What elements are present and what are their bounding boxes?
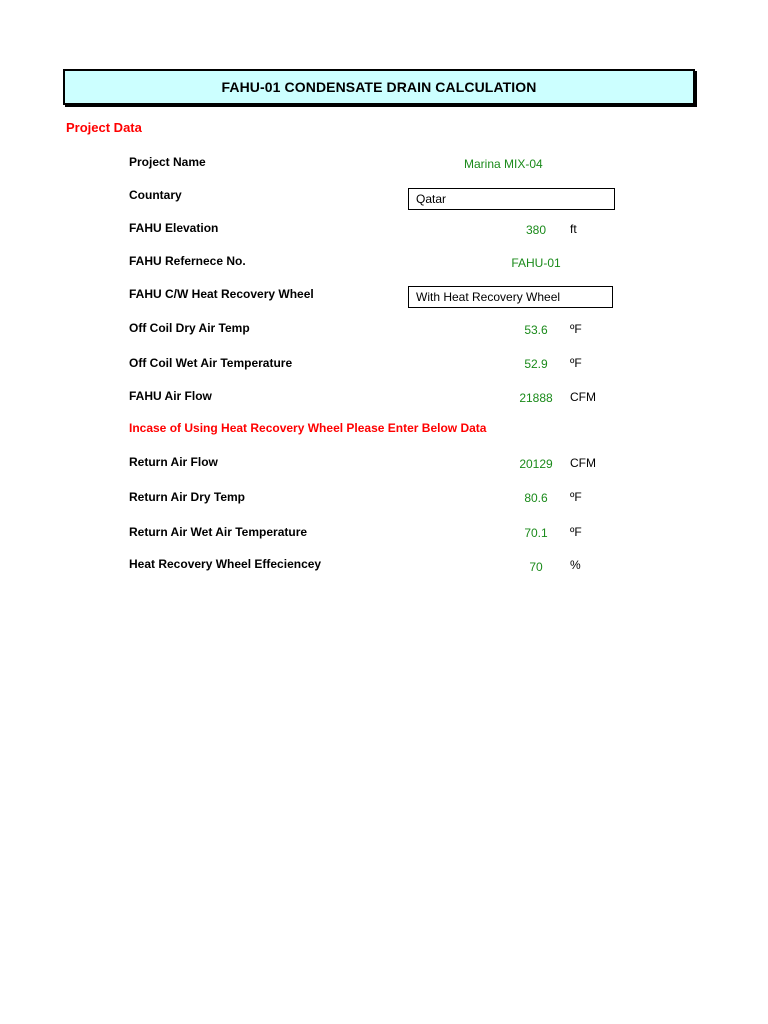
return-air-dry-label: Return Air Dry Temp [129,490,246,504]
return-air-dry-unit: ºF [570,490,582,504]
off-coil-dry-unit: ºF [570,322,582,336]
wheel-efficiency-unit: % [570,558,581,572]
air-flow-label: FAHU Air Flow [129,389,212,403]
return-air-flow-unit: CFM [570,456,596,470]
project-name-value[interactable]: Marina MIX-04 [464,157,543,171]
air-flow-value[interactable]: 21888 [519,391,553,405]
elevation-value[interactable]: 380 [525,223,547,237]
country-field[interactable]: Qatar [408,188,615,210]
return-air-flow-value[interactable]: 20129 [519,457,553,471]
page-title: FAHU-01 CONDENSATE DRAIN CALCULATION [63,69,695,105]
reference-no-value[interactable]: FAHU-01 [511,256,561,270]
wheel-efficiency-label: Heat Recovery Wheel Effeciencey [129,557,322,571]
return-air-wet-label: Return Air Wet Air Temperature [129,525,308,539]
off-coil-dry-label: Off Coil Dry Air Temp [129,321,250,335]
reference-no-label: FAHU Refernece No. [129,254,246,268]
off-coil-wet-unit: ºF [570,356,582,370]
return-air-wet-value[interactable]: 70.1 [524,526,548,540]
elevation-unit: ft [570,222,577,236]
air-flow-unit: CFM [570,390,596,404]
project-name-label: Project Name [129,155,206,169]
return-air-wet-unit: ºF [570,525,582,539]
heat-recovery-select[interactable]: With Heat Recovery Wheel [408,286,613,308]
country-label: Countary [129,188,182,202]
return-air-flow-label: Return Air Flow [129,455,218,469]
heat-recovery-note: Incase of Using Heat Recovery Wheel Please Enter Below Data [129,421,487,435]
elevation-label: FAHU Elevation [129,221,219,235]
return-air-dry-value[interactable]: 80.6 [524,491,548,505]
section-heading-project-data: Project Data [66,120,142,135]
heat-recovery-label: FAHU C/W Heat Recovery Wheel [129,287,314,301]
off-coil-wet-label: Off Coil Wet Air Temperature [129,356,293,370]
off-coil-dry-value[interactable]: 53.6 [524,323,548,337]
off-coil-wet-value[interactable]: 52.9 [524,357,548,371]
wheel-efficiency-value[interactable]: 70 [529,560,543,574]
